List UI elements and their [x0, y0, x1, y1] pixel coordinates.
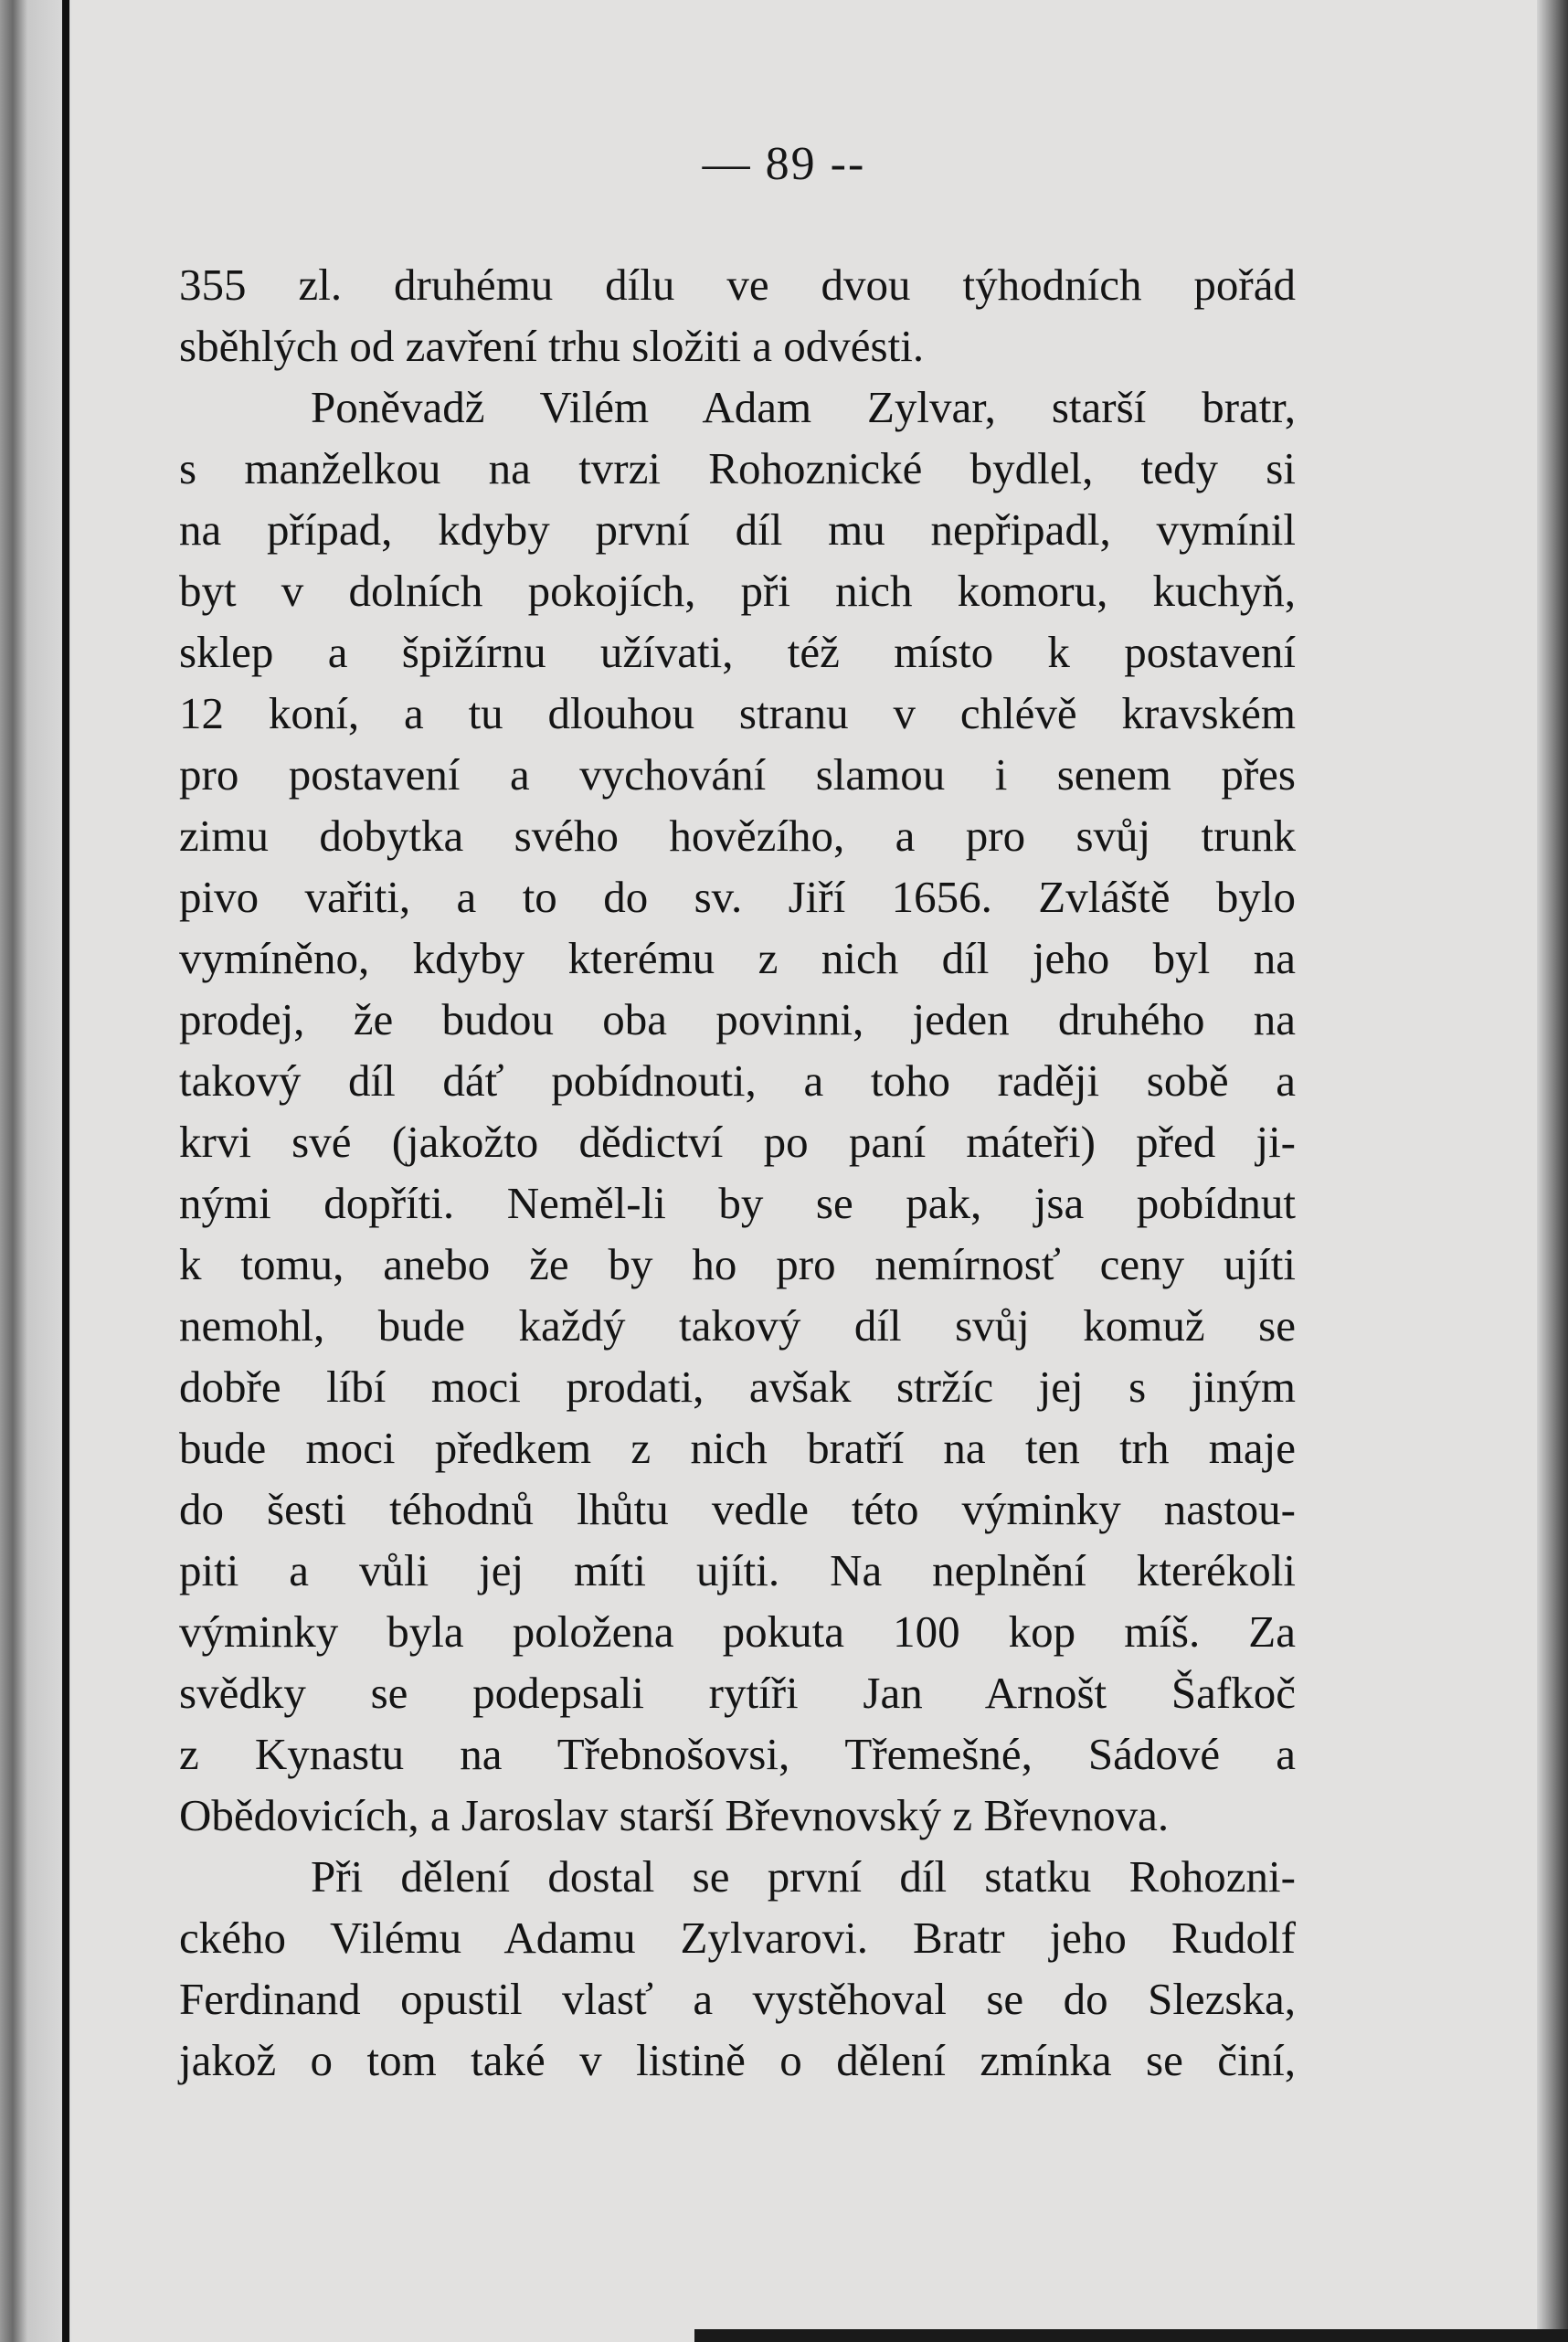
text-line: ckého Vilému Adamu Zylvarovi. Bratr jeho Rudolf: [179, 1913, 1296, 1963]
binding-rule: [62, 0, 69, 2342]
text-line: Obědovicích, a Jaroslav starší Břevnovský z Břevnova.: [179, 1790, 1170, 1840]
text-line: sběhlých od zavření trhu složiti a odvésti.: [179, 321, 925, 371]
page-number: — 89 --: [702, 138, 866, 190]
text-line: k tomu, anebo že by ho pro nemírnosť ceny ujíti: [179, 1239, 1296, 1289]
text-line: sklep a špižírnu užívati, též místo k postavení: [179, 627, 1296, 677]
text-line: takový díl dáť pobídnouti, a toho raději sobě a: [179, 1055, 1296, 1106]
text-line: do šesti téhodnů lhůtu vedle této výminky nastou-: [179, 1484, 1296, 1534]
text-line: piti a vůli jej míti ujíti. Na neplnění kterékoli: [179, 1545, 1296, 1595]
text-line: dobře líbí moci prodati, avšak stržíc jej s jiným: [179, 1362, 1296, 1412]
text-line: pro postavení a vychování slamou i senem přes: [179, 749, 1296, 800]
text-line: nými dopříti. Neměl-li by se pak, jsa pobídnut: [179, 1178, 1296, 1228]
text-line: krvi své (jakožto dědictví po paní máteři) před ji-: [179, 1117, 1296, 1167]
text-line: s manželkou na tvrzi Rohoznické bydlel, tedy si: [179, 443, 1296, 493]
text-line: prodej, že budou oba povinni, jeden druhého na: [179, 994, 1296, 1044]
text-line: Při dělení dostal se první díl statku Rohozni-: [311, 1851, 1296, 1902]
text-line: pivo vařiti, a to do sv. Jiří 1656. Zvláště bylo: [179, 872, 1296, 922]
page-right-edge: [1537, 0, 1568, 2342]
body-text: [179, 254, 1296, 2091]
page-bottom-edge: [694, 2329, 1568, 2342]
text-line: jakož o tom také v listině o dělení zmínka se činí,: [179, 2035, 1296, 2085]
text-line: 12 koní, a tu dlouhou stranu v chlévě kravském: [179, 688, 1296, 738]
text-line: na případ, kdyby první díl mu nepřipadl, vymínil: [179, 504, 1296, 555]
text-line: vymíněno, kdyby kterému z nich díl jeho byl na: [179, 933, 1296, 983]
binding-edge: [0, 0, 71, 2342]
text-line: Poněvadž Vilém Adam Zylvar, starší bratr,: [311, 382, 1296, 432]
text-line: výminky byla položena pokuta 100 kop míš. Za: [179, 1606, 1296, 1657]
text-line: nemohl, bude každý takový díl svůj komuž se: [179, 1300, 1296, 1351]
text-line: 355 zl. druhému dílu ve dvou týhodních pořád: [179, 260, 1296, 310]
text-line: bude moci předkem z nich bratří na ten trh maje: [179, 1423, 1296, 1473]
text-line: byt v dolních pokojích, při nich komoru, kuchyň,: [179, 566, 1296, 616]
text-line: zimu dobytka svého hovězího, a pro svůj trunk: [179, 811, 1296, 861]
text-line: z Kynastu na Třebnošovsi, Třemešné, Sádové a: [179, 1729, 1296, 1779]
text-line: Ferdinand opustil vlasť a vystěhoval se do Slezska,: [179, 1974, 1296, 2024]
text-line: svědky se podepsali rytíři Jan Arnošt Šafkoč: [179, 1668, 1296, 1718]
